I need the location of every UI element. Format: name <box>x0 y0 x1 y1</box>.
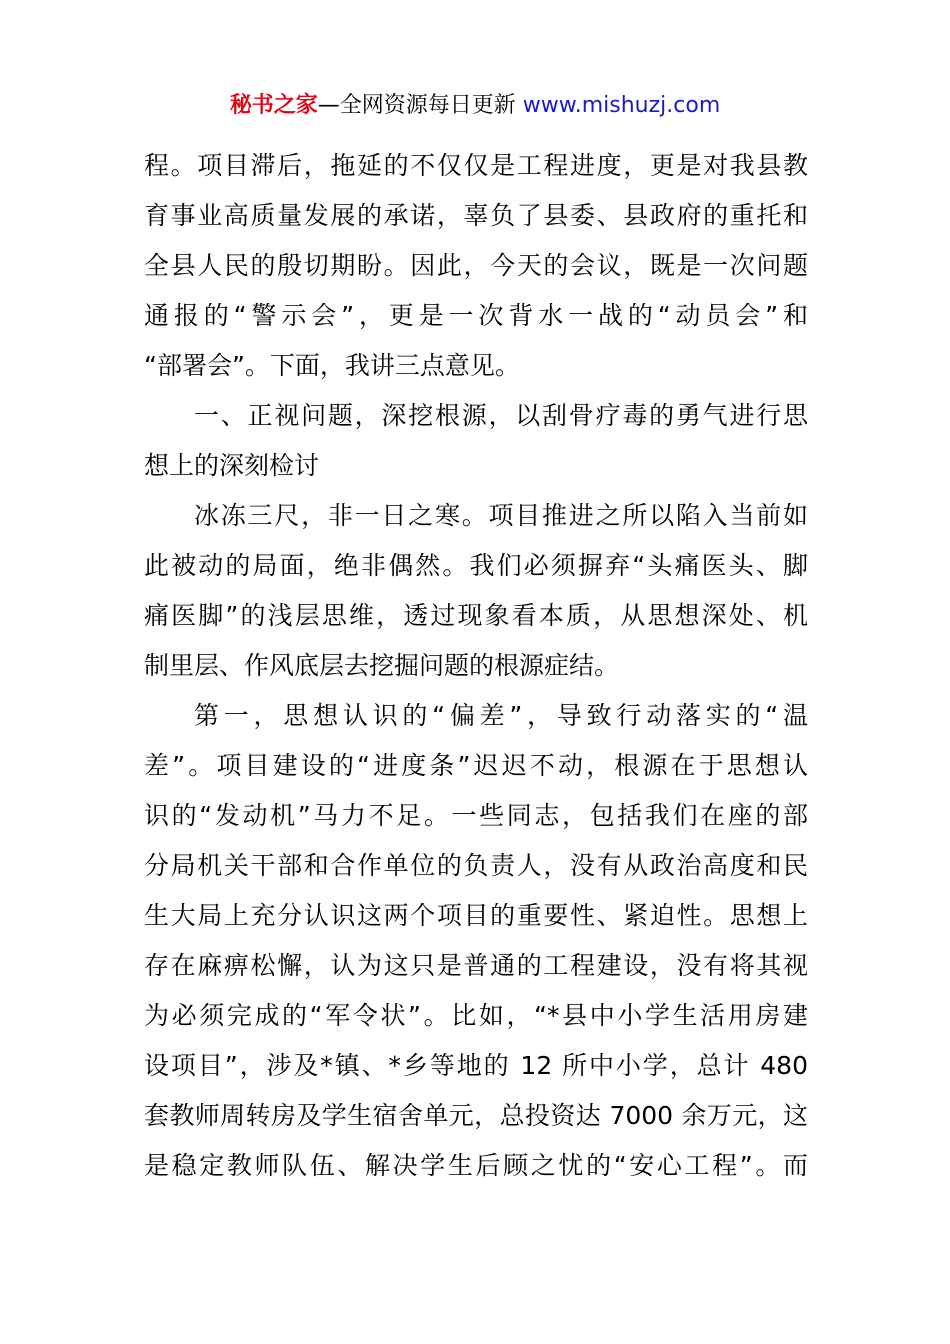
text-line: 生大局上充分认识这两个项目的重要性、紧迫性。思想上 <box>144 901 808 930</box>
document-body <box>144 141 808 1191</box>
page-header <box>0 88 950 124</box>
text-line: 为必须完成的“军令状”。比如，“*县中小学生活用房建 <box>144 1001 808 1030</box>
section-heading-line: 一、正视问题，深挖根源，以刮骨疗毒的勇气进行思 <box>194 401 808 430</box>
text-line: 是稳定教师队伍、解决学生后顾之忧的“安心工程”。而 <box>144 1151 808 1180</box>
text-line: 设项目”，涉及*镇、*乡等地的 12 所中小学，总计 480 <box>144 1051 808 1080</box>
text-line: 痛医脚”的浅层思维，透过现象看本质，从思想深处、机 <box>144 601 808 630</box>
text-line: 程。项目滞后，拖延的不仅仅是工程进度，更是对我县教 <box>144 151 808 180</box>
text-line: 冰冻三尺，非一日之寒。项目推进之所以陷入当前如 <box>194 501 808 530</box>
brand-name: 秘书之家 <box>229 93 318 118</box>
text-line: 分局机关干部和合作单位的负责人，没有从政治高度和民 <box>144 851 808 880</box>
text-line: 差”。项目建设的“进度条”迟迟不动，根源在于思想认 <box>144 751 808 780</box>
text-line: 第一，思想认识的“偏差”，导致行动落实的“温 <box>194 701 808 730</box>
text-line: “部署会”。下面，我讲三点意见。 <box>144 351 520 380</box>
header-tagline: —全网资源每日更新 <box>317 93 516 118</box>
text-line: 识的“发动机”马力不足。一些同志，包括我们在座的部 <box>144 801 808 830</box>
text-line: 制里层、作风底层去挖掘问题的根源症结。 <box>144 651 620 680</box>
text-line: 育事业高质量发展的承诺，辜负了县委、县政府的重托和 <box>144 201 808 230</box>
text-line: 此被动的局面，绝非偶然。我们必须摒弃“头痛医头、脚 <box>144 551 808 580</box>
text-line: 套教师周转房及学生宿舍单元，总投资达 7000 余万元，这 <box>144 1101 808 1130</box>
text-line: 通报的“警示会”，更是一次背水一战的“动员会”和 <box>144 301 808 330</box>
section-heading-line: 想上的深刻检讨 <box>144 451 320 480</box>
text-line: 存在麻痹松懈，认为这只是普通的工程建设，没有将其视 <box>144 951 808 980</box>
text-line: 全县人民的殷切期盼。因此，今天的会议，既是一次问题 <box>144 251 808 280</box>
site-url-link[interactable]: www.mishuzj.com <box>522 93 721 118</box>
